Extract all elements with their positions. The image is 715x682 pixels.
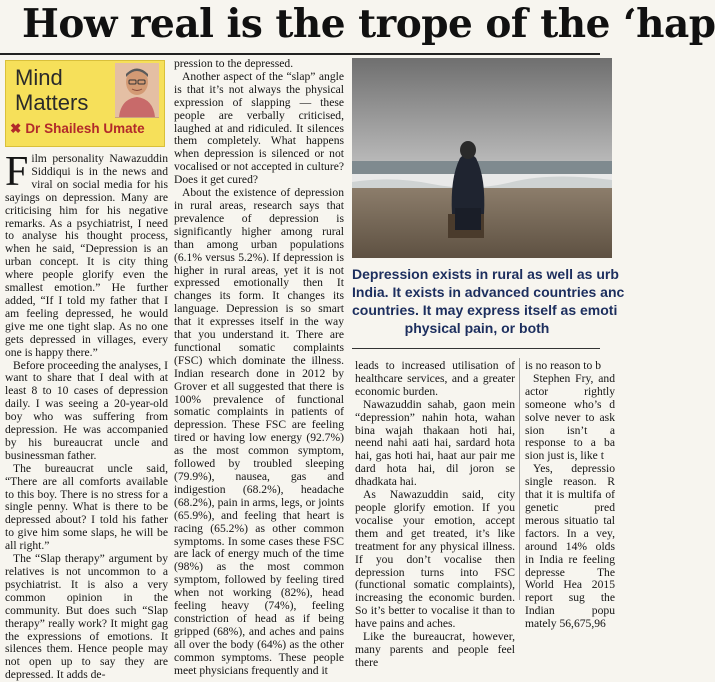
- author-name: Dr Shailesh Umate: [25, 121, 145, 136]
- author-byline: [10, 121, 145, 137]
- drop-cap: F: [5, 149, 29, 195]
- author-marker-icon: ✖: [10, 121, 22, 136]
- headline-divider: [0, 53, 600, 55]
- column-divider: [519, 358, 520, 600]
- body-column-3: [355, 359, 515, 669]
- paragraph: Yes, depressio single reason. R that it is multifa of genetic pred merous situatio tal factors. In a vey, around 14% olds in India re feeling depresse The World Hea 2015 report sug the Indian popu mately 56,675,96: [525, 462, 615, 631]
- column-name-line2: Matters: [15, 90, 89, 115]
- paragraph: As Nawazuddin said, city people glorify emotion. If you vocalise your emotion, accept them and get treated, it’s like treatment for any physical illness. If you don’t vocalise then depression turns into FSC (functional somatic complaints), increasing the economic burden. So it’s better to vocalise it than to have pains and aches.: [355, 488, 515, 631]
- paragraph: Stephen Fry, and actor rightly someone who’s d solve never to ask sion isn’t a response to a ba sion just is, like t: [525, 371, 615, 463]
- paragraph: The bureaucrat uncle said, “There are all comforts available to this boy. There is no stress for a single penny. What is there to be depressed about? I told his father to give him some slaps, he will be all right.”: [5, 461, 168, 553]
- paragraph: is no reason to b: [525, 359, 601, 372]
- body-column-4: [525, 359, 615, 631]
- headline: How real is the trope of the ‘hap: [22, 1, 715, 47]
- caption-line: India. It exists in advanced countries anc: [352, 284, 625, 300]
- author-avatar: [115, 63, 159, 118]
- caption-divider: [352, 348, 600, 349]
- paragraph: Another aspect of the “slap” angle is that it’s not always the physical expression of slapping — these people are verbally criticised, laughed at and ridiculed. It silences them completely. What happens when depression is silenced or not vocalised or not accepted in culture? Does it get cured?: [174, 69, 344, 187]
- paragraph: Like the bureaucrat, however, many parents and people feel there: [355, 630, 515, 669]
- photo-caption: [352, 265, 625, 337]
- caption-line: countries. It may express itself as emoti: [352, 302, 618, 318]
- caption-line: physical pain, or both: [404, 320, 550, 336]
- paragraph: The “Slap therapy” argument by relatives is not uncommon to a psychiatrist. It is also a very common opinion in the community. But does such “Slap therapy” really work? It might gag the expressions of emotions. It silences them. Hence people may not open up to say they are depressed. It adds de-: [5, 552, 168, 682]
- body-column-2: [174, 57, 344, 677]
- column-name-line1: Mind: [15, 65, 63, 90]
- paragraph: leads to increased utilisation of healthcare services, and a greater economic burden.: [355, 359, 515, 398]
- caption-line: Depression exists in rural as well as urb: [352, 266, 619, 282]
- paragraph: Before proceeding the analyses, I want to share that I deal with at least 8 to 10 cases of depression daily. I was seeing a 20-year-old boy who was suffering from depression. He was accompanied by his bureaucrat uncle and businessman father.: [5, 358, 168, 462]
- paragraph: Nawazuddin sahab, gaon mein “depression” nahin hota, wahan bina wajah thakaan hoti hai, neend nahi aati hai, sardard hota hai, gas hoti hai, haat aur pair me dard hota hai, dil joron se dhadkata hai.: [355, 397, 515, 489]
- paragraph: About the existence of depression in rural areas, research says that prevalence of depression is significantly higher among rural than among urban populations (6.1% versus 5.2%). If depression is higher in rural areas, yet it is not expressed emotionally then It changes its form. It changes its language. Depression is so smart that it expresses itself in the way that you understand it. There are functional somatic complaints (FSC) which dominate the illness. Indian research done in 2012 by Grover et all suggested that there is 100% prevalence of functional somatic complaints in patients of depression. These FSC are feeling tired or having low energy (92.7%) as the most common symptom, followed by troubled sleeping (79.9%), nausea, gas and indigestion (68.2%), headache (68.2%), pain in arms, legs, or joints (65.9%), and feeling that heart is racing (65.2%) as other common symptoms. In some cases these FSC are lack of energy much of the time (98%) as the most common symptom, followed by feeling tired when not working (82%), head feeling heavy (74%), feeling constriction of head as if being gripped (68%), and aches and pains all over the body (64%) as the other common symptoms. These people meet physicians frequently and it: [174, 186, 344, 677]
- paragraph: ilm personality Nawazuddin Siddiqui is in the news and viral on social media for his sayings on depression. Many are criticising him for his negative remarks. As a psychiatrist, I need to analyse his thought process, when he said, “Depression is an urban concept. It is city thing where people glorify even the smallest emotion.” He further added, “If I told my father that I am feeling depressed, he would give me one tight slap. As no one gets depressed in villages, every one is happy there.”: [5, 152, 168, 359]
- column-name: [15, 65, 88, 115]
- paragraph: pression to the depressed.: [174, 57, 294, 70]
- man-sitting-by-sea-photo: [352, 58, 612, 258]
- body-column-1: [5, 149, 168, 682]
